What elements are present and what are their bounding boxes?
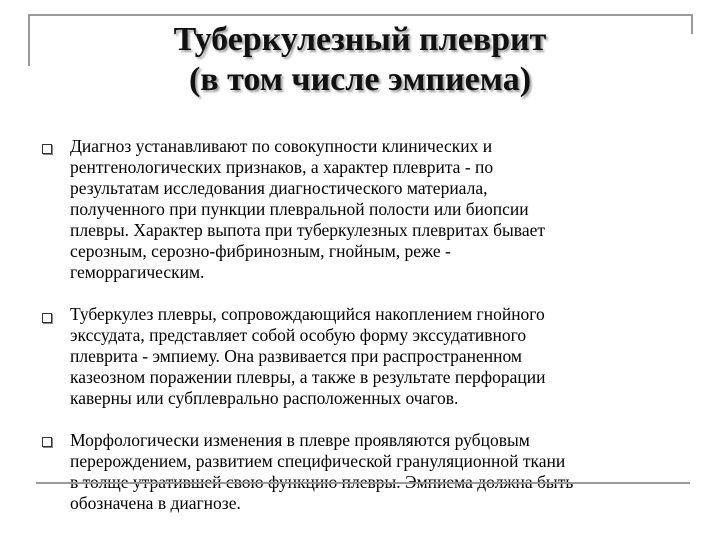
paragraph-line: серозным, серозно-фибринозным, гнойным, реже - — [70, 241, 451, 261]
frame-top-border — [28, 14, 692, 16]
paragraph-line: плевры. Характер выпота при туберкулезных плевритах бывает — [70, 220, 545, 240]
paragraph-line: обозначена в диагнозе. — [70, 493, 241, 513]
paragraph-line: Морфологически изменения в плевре проявляются рубцовым — [70, 430, 530, 450]
paragraph-line: Диагноз устанавливают по совокупности клинических и — [70, 136, 493, 156]
paragraph-line: плеврита - эмпиему. Она развивается при распространенном — [70, 346, 522, 366]
paragraph-line: результатам исследования диагностического материала, — [70, 178, 488, 198]
paragraph-line: геморрагическим. — [70, 262, 205, 282]
square-bullet-icon — [42, 313, 52, 323]
paragraph-line: рентгенологических признаков, а характер плеврита - по — [70, 157, 494, 177]
slide-title — [60, 20, 660, 100]
bullet-paragraph-empyema — [70, 304, 690, 409]
paragraph-line: каверны или субплеврально расположенных очагов. — [70, 388, 459, 408]
paragraph-line: перерождением, развитием специфической грануляционной ткани — [70, 451, 566, 471]
frame-bottom-border — [36, 482, 690, 484]
paragraph-line: экссудата, представляет собой особую форму экссудативного — [70, 325, 527, 345]
paragraph-line: полученного при пункции плевральной полости или биопсии — [70, 199, 529, 219]
frame-left-border — [28, 14, 30, 66]
paragraph-line: казеозном поражении плевры, а также в результате перфорации — [70, 367, 546, 387]
bullet-paragraph-diagnosis — [70, 136, 690, 283]
title-line-1: Туберкулезный плеврит — [173, 21, 547, 58]
title-line-2: (в том числе эмпиема) — [188, 61, 532, 98]
square-bullet-icon — [42, 144, 52, 154]
paragraph-line: Туберкулез плевры, сопровождающийся накоплением гнойного — [70, 304, 545, 324]
square-bullet-icon — [42, 437, 52, 447]
bullet-paragraph-morphology — [70, 430, 690, 514]
frame-right-border — [691, 14, 693, 34]
paragraph-line: в толще утратившей свою функцию плевры. Эмпиема должна быть — [70, 472, 574, 492]
